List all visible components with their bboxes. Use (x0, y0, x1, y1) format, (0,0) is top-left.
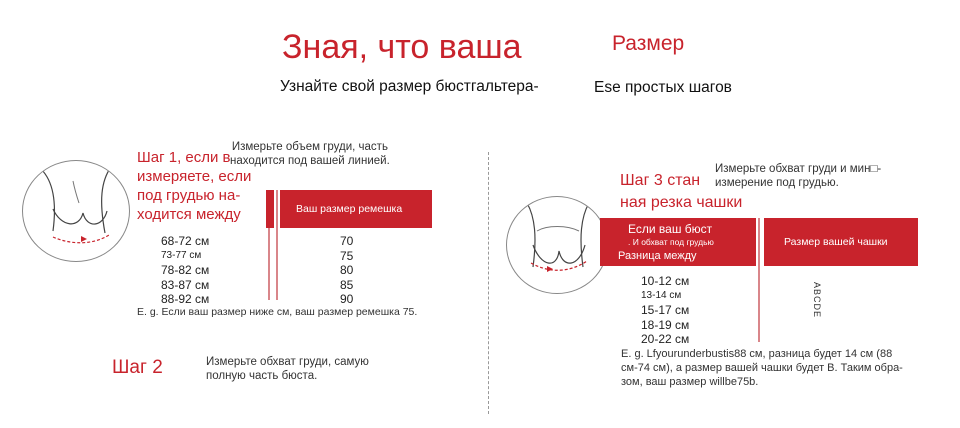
underbust-measurement-list (161, 234, 209, 307)
page-subtitle-tail: Ese простых шагов (594, 79, 732, 96)
step3-example-line: E. g. Lfyourunderbustis88 см, разница будет 14 см (88 (621, 348, 893, 360)
step3-example (621, 347, 903, 389)
step1-heading-line: Шаг 1, если в (137, 149, 231, 166)
step2-heading: Шаг 2 (112, 357, 163, 378)
cup-size-bar (764, 218, 918, 266)
bust-difference-bar (600, 218, 756, 266)
cup-letters: ABCDE (812, 282, 822, 319)
cup-size-bar-label: Размер вашей чашки (784, 236, 888, 248)
list-item: 70 (340, 234, 354, 248)
list-item: 83-87 см (161, 277, 210, 292)
bust-bar-title: Если ваш бюст (628, 222, 713, 236)
torso-underbust-icon (23, 161, 129, 261)
list-item: 75 (340, 248, 354, 263)
list-item: 20-22 см (641, 332, 690, 346)
step1-heading-line: измеряете, если (137, 168, 252, 185)
step1-instruction-line: Измерьте объем груди, часть (231, 141, 388, 153)
list-item: 90 (340, 292, 354, 306)
step3-heading-line: Шаг 3 стан (620, 172, 701, 189)
bust-bar-subtitle: . И обхват под грудью (628, 237, 714, 247)
step3-heading-line: ная резка чашки (620, 194, 743, 211)
step3-example-line: см-74 см), а размер вашей чашки будет В. Таким обра- (621, 362, 903, 374)
step2-instruction (206, 355, 369, 383)
band-size-list (340, 234, 353, 307)
list-item: 78-82 см (161, 263, 210, 277)
step1-bar-left (266, 190, 274, 228)
bust-measure-illustration (506, 196, 608, 294)
step3-instruction-line: Измерьте обхват груди и мин□- (715, 163, 882, 175)
band-size-bar (280, 190, 432, 228)
page-title: Зная, что ваша (282, 28, 522, 66)
step1-heading-line: под грудью на- (137, 187, 241, 204)
list-item: 18-19 см (641, 317, 690, 332)
step1-instruction (230, 140, 390, 168)
torso-bust-icon (507, 197, 607, 293)
list-item: 13-14 см (641, 289, 682, 301)
band-size-bar-label: Ваш размер ремешка (296, 203, 403, 215)
step2-instruction-line: Измерьте обхват груди, самую (206, 356, 369, 368)
bust-bar-label: Разница между (618, 250, 697, 262)
step2-instruction-line: полную часть бюста. (206, 370, 318, 382)
step1-example: E. g. Если ваш размер ниже см, ваш размер ремешка 75. (137, 306, 418, 318)
step3-vline-left (758, 218, 760, 342)
step3-instruction-line: измерение под грудью. (715, 177, 839, 189)
page-subtitle: Узнайте свой размер бюстгальтера- (280, 78, 539, 95)
step3-instruction (715, 162, 881, 190)
step3-example-line: зом, ваш размер willbe75b. (621, 376, 759, 388)
step1-heading-line: ходится между (137, 206, 241, 223)
step1-instruction-line: находится под вашей линией. (230, 155, 390, 167)
list-item: 10-12 см (641, 274, 690, 288)
underbust-measure-illustration (22, 160, 130, 262)
list-item: 15-17 см (641, 303, 690, 317)
list-item: 80 (340, 263, 354, 277)
list-item: 85 (340, 277, 354, 292)
list-item: 88-92 см (161, 292, 210, 306)
bust-difference-list (641, 274, 689, 347)
section-divider (488, 152, 489, 414)
step1-vline-left (268, 228, 270, 300)
list-item: 73-77 см (161, 249, 202, 261)
list-item: 68-72 см (161, 234, 210, 248)
step1-vline-right (276, 190, 278, 300)
page-title-size: Размер (612, 32, 685, 55)
